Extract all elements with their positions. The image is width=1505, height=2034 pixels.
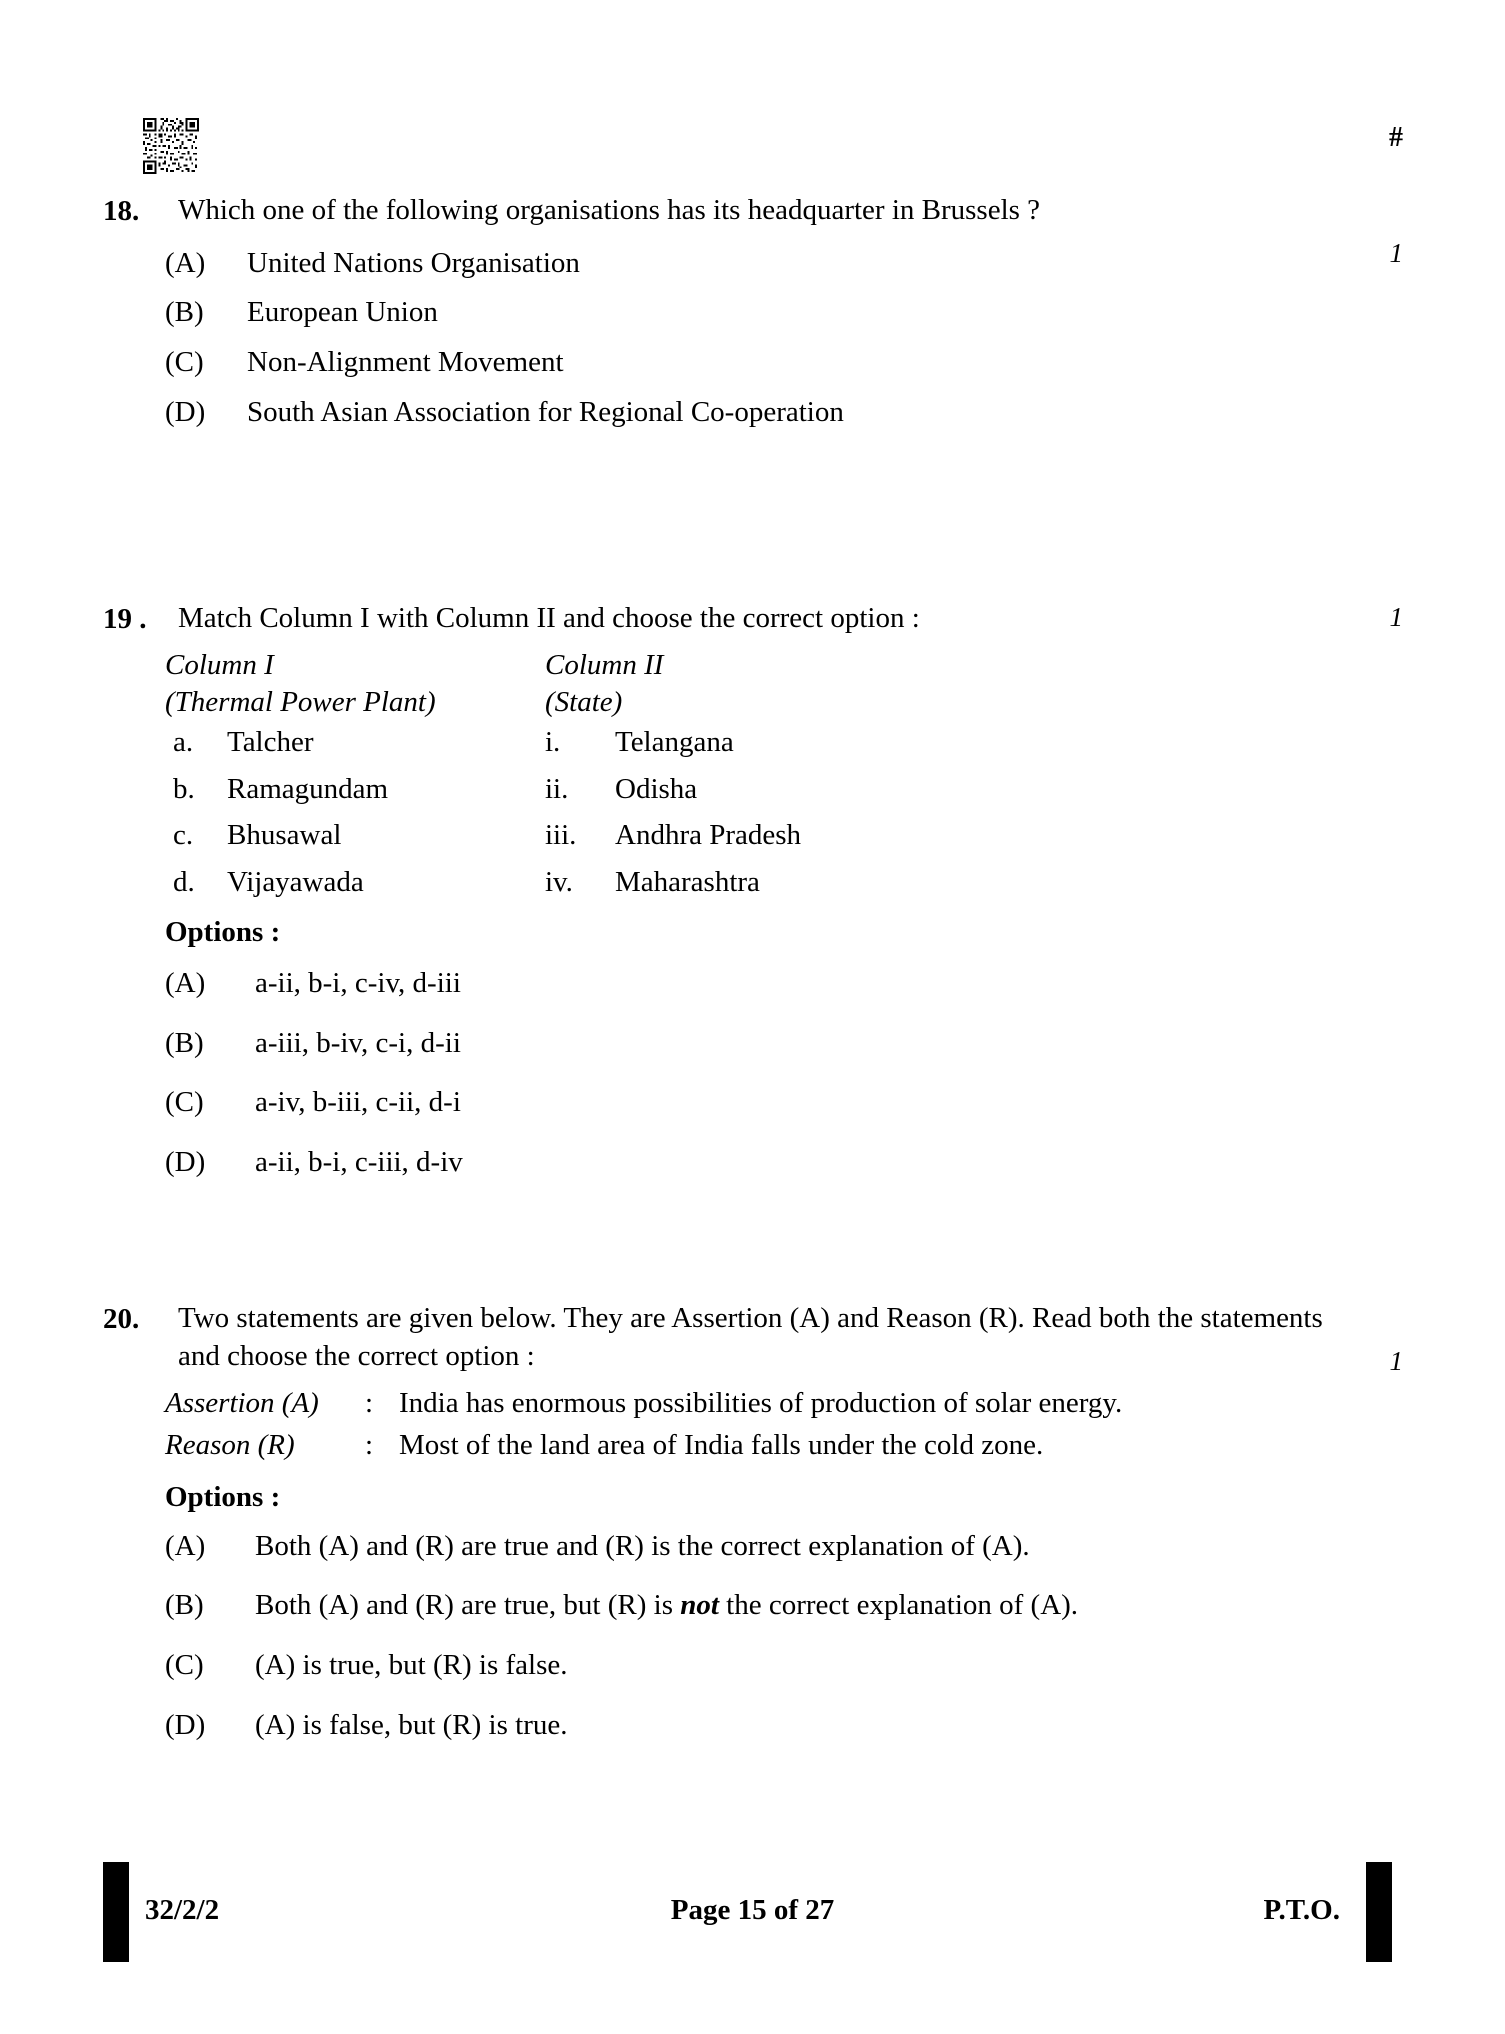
match-row	[165, 864, 1403, 902]
reason-text: Most of the land area of India falls under the cold zone.	[399, 1429, 1044, 1462]
match-table-headers	[165, 647, 1403, 685]
option-text: European Union	[247, 296, 438, 329]
header-hash-mark: #	[1389, 122, 1403, 153]
question-18-text: Which one of the following organisations has its headquarter in Brussels ?	[178, 194, 1041, 226]
option-label: (C)	[165, 346, 204, 379]
option-text-before: (A) is true, but (R) is false.	[255, 1649, 568, 1682]
assertion-label: Assertion (A)	[165, 1387, 319, 1420]
match-key-right: ii.	[545, 772, 569, 805]
option-text-after: the correct explanation of (A).	[718, 1589, 1079, 1622]
match-value-right: Odisha	[615, 772, 698, 805]
option-label: (B)	[165, 296, 204, 329]
question-20	[103, 1300, 1403, 1767]
option-text: South Asian Association for Regional Co-operation	[247, 395, 844, 428]
option-text: a-ii, b-i, c-iii, d-iv	[255, 1145, 463, 1178]
column-2-title: Column II	[545, 648, 664, 681]
option-item[interactable]	[165, 1707, 1403, 1745]
question-18	[103, 192, 1403, 443]
match-key-right: i.	[545, 726, 561, 759]
question-20-marks: 1	[1389, 1346, 1403, 1376]
option-text: United Nations Organisation	[247, 246, 580, 279]
paper-code: 32/2/2	[145, 1894, 220, 1926]
question-19-statement-row	[103, 600, 1403, 639]
question-19-marks: 1	[1389, 602, 1403, 632]
question-20-options-heading: Options :	[165, 1480, 281, 1513]
option-text	[255, 1647, 1403, 1685]
option-item[interactable]	[165, 1084, 1403, 1122]
option-label: (A)	[165, 1529, 206, 1562]
match-value-left: Talcher	[227, 726, 314, 759]
option-label: (B)	[165, 1026, 204, 1059]
question-18-marks: 1	[1389, 238, 1403, 268]
option-label: (C)	[165, 1649, 204, 1682]
assertion-colon: :	[365, 1387, 374, 1420]
option-label: (B)	[165, 1589, 204, 1622]
option-label: (D)	[165, 1708, 206, 1741]
page-header	[103, 112, 1403, 174]
match-row	[165, 817, 1403, 855]
page-number: Page 15 of 27	[670, 1894, 835, 1926]
question-19	[103, 600, 1403, 1204]
option-label: (D)	[165, 1145, 206, 1178]
option-item[interactable]	[165, 965, 1403, 1003]
option-label: (A)	[165, 966, 206, 999]
option-item[interactable]	[165, 1144, 1403, 1182]
question-20-number: 20.	[103, 1303, 140, 1335]
question-18-number: 18.	[103, 195, 140, 227]
question-20-options	[165, 1528, 1403, 1745]
option-text-before: Both (A) and (R) are true and (R) is the correct explanation of (A).	[255, 1529, 1030, 1562]
column-1-title: Column I	[165, 648, 274, 681]
match-key-left: d.	[173, 866, 195, 899]
reason-colon: :	[365, 1429, 374, 1462]
reason-label: Reason (R)	[165, 1429, 295, 1462]
option-label: (D)	[165, 395, 206, 428]
match-key-right: iv.	[545, 866, 573, 899]
option-item[interactable]	[165, 394, 1403, 432]
match-key-left: a.	[173, 726, 194, 759]
match-value-left: Ramagundam	[227, 772, 389, 805]
option-text: a-iii, b-iv, c-i, d-ii	[255, 1026, 461, 1059]
question-19-options	[165, 965, 1403, 1182]
option-emphasis: not	[680, 1589, 719, 1622]
assertion-text: India has enormous possibilities of production of solar energy.	[399, 1387, 1123, 1420]
column-2-subtitle: (State)	[545, 686, 623, 719]
option-text-before: (A) is false, but (R) is true.	[255, 1708, 568, 1741]
match-value-left: Vijayawada	[227, 866, 364, 899]
option-item[interactable]	[165, 1025, 1403, 1063]
option-item[interactable]	[165, 245, 1403, 283]
match-table-subheaders	[165, 684, 1403, 722]
match-value-right: Andhra Pradesh	[615, 819, 802, 852]
pto-label: P.T.O.	[1263, 1894, 1340, 1926]
match-table-rows	[165, 724, 1403, 902]
reason-row	[165, 1427, 1403, 1465]
assertion-row	[165, 1385, 1403, 1423]
option-text-before: Both (A) and (R) are true, but (R) is	[255, 1589, 681, 1622]
qr-code-icon	[143, 118, 199, 174]
option-item[interactable]	[165, 1647, 1403, 1685]
question-18-options	[165, 245, 1403, 432]
question-19-text: Match Column I with Column II and choose the correct option :	[178, 602, 920, 634]
question-20-text: Two statements are given below. They are Assertion (A) and Reason (R). Read both the statements and choose the correct option :	[178, 1302, 1323, 1372]
option-text: a-iv, b-iii, c-ii, d-i	[255, 1086, 461, 1119]
match-value-right: Maharashtra	[615, 866, 760, 899]
match-key-right: iii.	[545, 819, 577, 852]
option-label: (C)	[165, 1086, 204, 1119]
option-item[interactable]	[165, 294, 1403, 332]
option-item[interactable]	[165, 344, 1403, 382]
match-key-left: b.	[173, 772, 195, 805]
match-row	[165, 771, 1403, 809]
option-text: Non-Alignment Movement	[247, 346, 564, 379]
option-text: a-ii, b-i, c-iv, d-iii	[255, 966, 461, 999]
option-text	[255, 1587, 1403, 1625]
question-19-match-table	[165, 647, 1403, 902]
option-text	[255, 1707, 1403, 1745]
assertion-reason-block	[165, 1385, 1403, 1464]
option-item[interactable]	[165, 1528, 1403, 1566]
question-19-number: 19 .	[103, 603, 147, 635]
option-text	[255, 1528, 1403, 1566]
option-label: (A)	[165, 246, 206, 279]
question-20-statement-row	[103, 1300, 1403, 1375]
column-1-subtitle: (Thermal Power Plant)	[165, 686, 436, 719]
page-footer	[0, 1856, 1505, 1976]
match-value-left: Bhusawal	[227, 819, 342, 852]
question-19-options-heading: Options :	[165, 915, 281, 948]
match-row	[165, 724, 1403, 762]
match-value-right: Telangana	[615, 726, 734, 759]
match-key-left: c.	[173, 819, 194, 852]
option-item[interactable]	[165, 1587, 1403, 1625]
